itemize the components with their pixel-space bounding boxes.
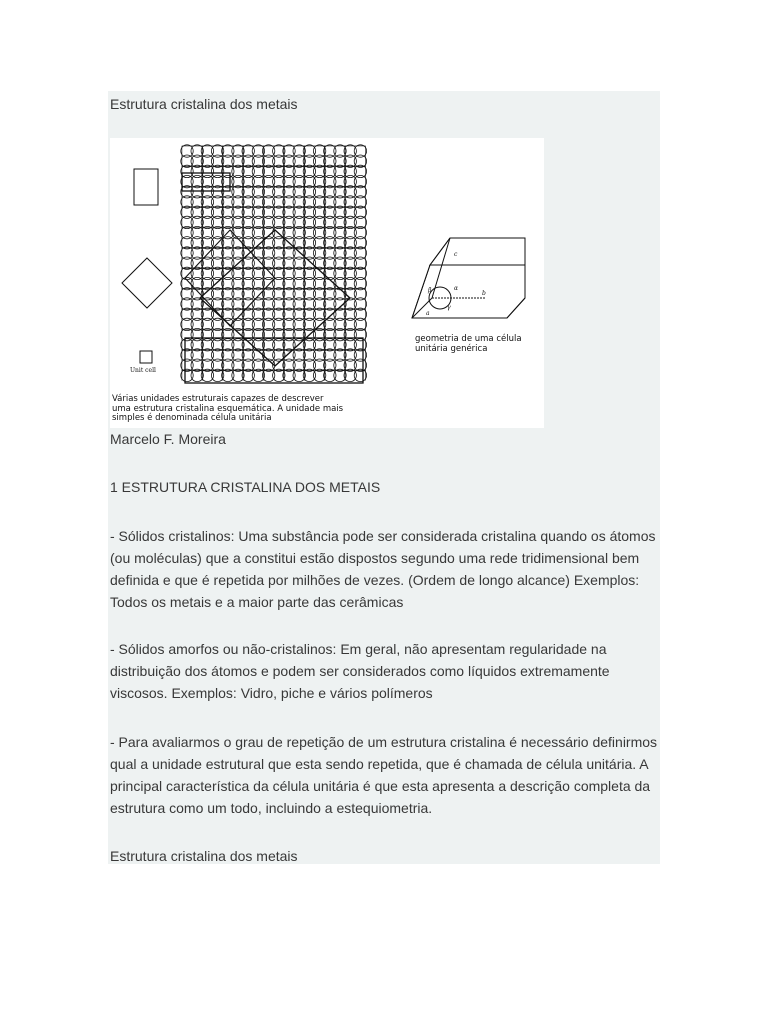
paragraph-crystalline: - Sólidos cristalinos: Uma substância pode ser considerada cristalina quando os átomos (ou moléculas) que a constitui estão dispostos segundo uma rede tridimensional bem definida e que é repetida por milhões de vezes. (Ordem de longo alcance) Exemplos: Todos os metais e a maior parte das cerâmicas: [110, 528, 656, 610]
rectangle-unit-shape: [134, 169, 158, 205]
axis-label-b: b: [482, 290, 486, 297]
right-caption: [415, 335, 522, 354]
paragraph-amorphous: - Sólidos amorfos ou não-cristalinos: Em geral, não apresentam regularidade na distribuição dos átomos e podem ser considerados como líquidos extremamente viscosos. Exemplos: Vidro, piche e vários polímeros: [110, 641, 610, 701]
author-name: Marcelo F. Moreira: [110, 431, 226, 447]
header-title: Estrutura cristalina dos metais: [110, 96, 298, 112]
left-caption: [112, 395, 343, 424]
left-caption-line: uma estrutura cristalina esquemática. A unidade mais: [112, 403, 344, 414]
right-caption-line: unitária genérica: [415, 343, 488, 354]
paragraph-unit-cell: - Para avaliarmos o grau de repetição de um estrutura cristalina é necessário definirmos qual a unidade estrutural que esta sendo repetida, que é chamada de célula unitária. A principal característica da célula unitária é que esta apresenta a descrição completa da estrutura como um todo, incluindo a estequiometria.: [110, 734, 658, 816]
unit-cell-label: Unit cell: [130, 367, 156, 374]
unit-cell-parallelepiped: [412, 238, 525, 318]
axis-label-beta: β: [428, 287, 432, 294]
left-caption-line: Várias unidades estruturais capazes de descrever: [112, 394, 324, 404]
axis-label-c: c: [454, 251, 458, 258]
right-caption-line: geometria de uma célula: [415, 334, 522, 344]
axis-label-gamma: γ: [447, 304, 451, 311]
crystal-structure-figure: [110, 138, 544, 428]
unit-cell-square: [140, 351, 152, 363]
diamond-unit-shape: [122, 258, 172, 308]
section-heading: 1 ESTRUTURA CRISTALINA DOS METAIS: [110, 479, 381, 495]
axis-label-a: a: [426, 310, 430, 317]
left-caption-line: simples é denominada célula unitária: [112, 413, 272, 423]
footer-title: Estrutura cristalina dos metais: [110, 848, 298, 864]
axis-label-alpha: α: [454, 285, 459, 292]
atom-lattice: [181, 145, 367, 382]
figure-drawing: [110, 138, 544, 428]
